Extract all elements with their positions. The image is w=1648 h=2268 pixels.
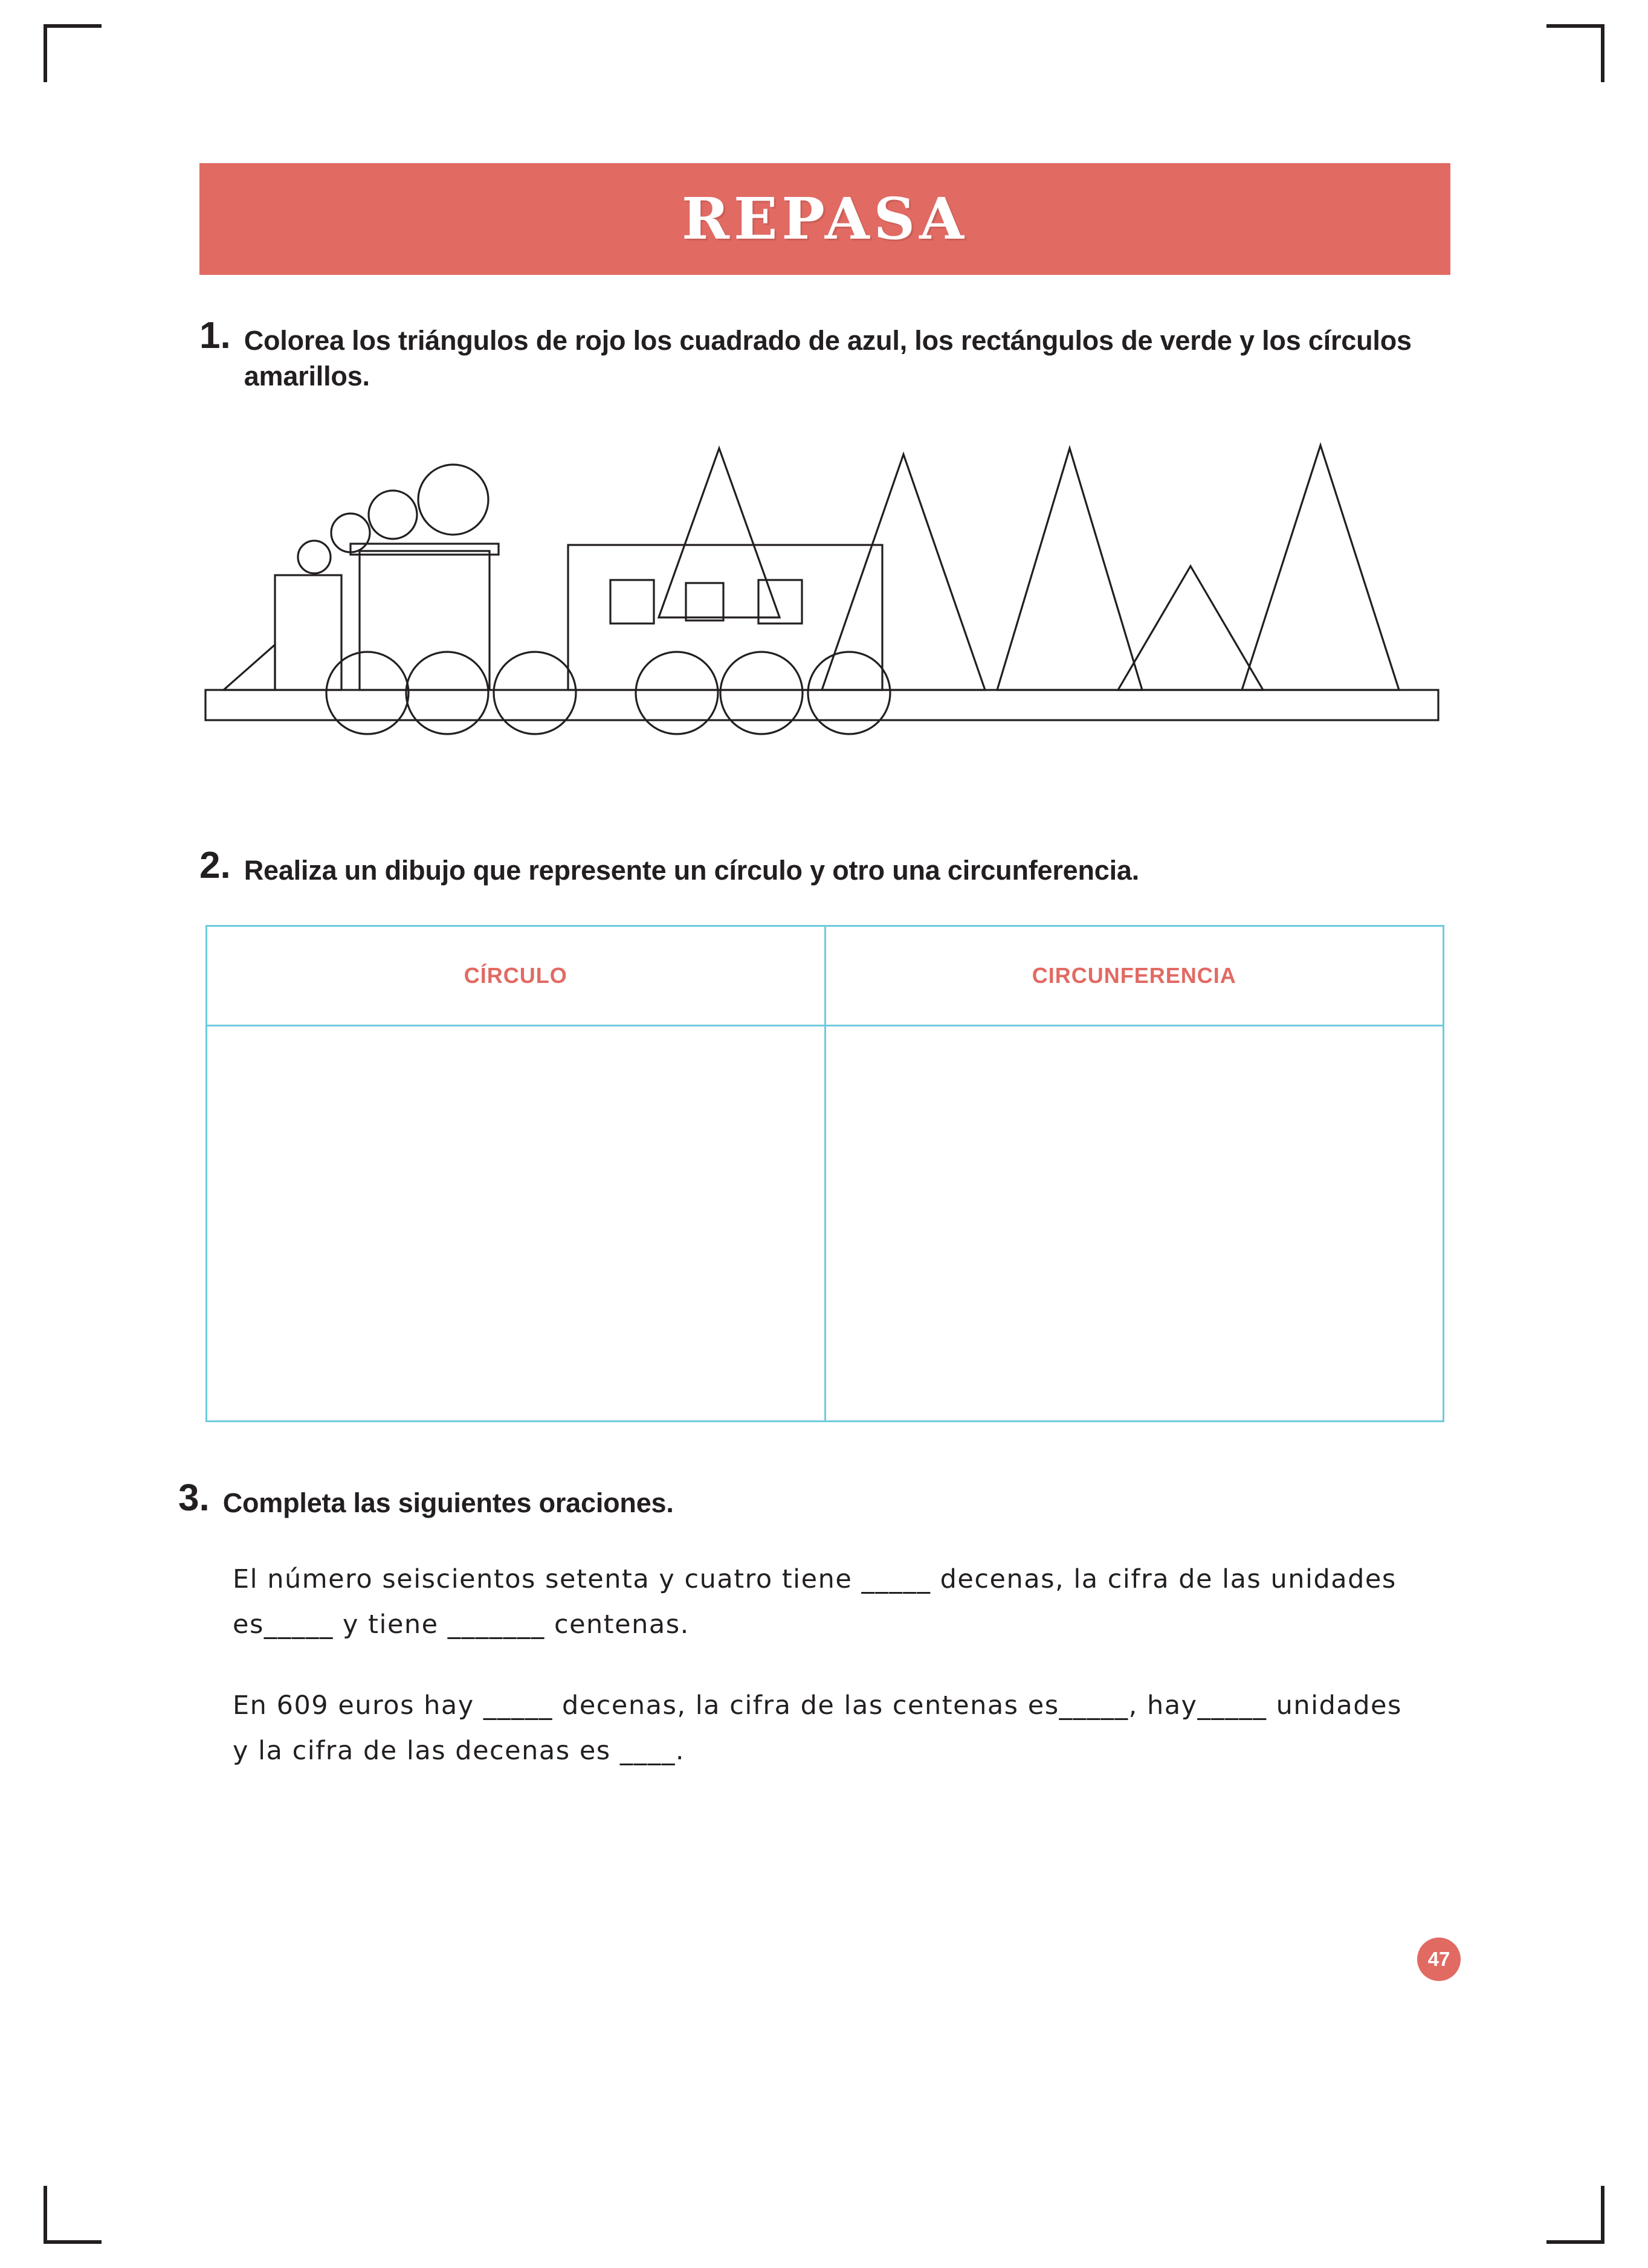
exercise-3-heading xyxy=(178,1477,1450,1521)
drawing-area-circunferencia[interactable] xyxy=(825,1025,1444,1421)
page-number-badge: 47 xyxy=(1417,1938,1461,1981)
exercise-3-instruction: Completa las siguientes oraciones. xyxy=(222,1487,674,1518)
drawing-area-circulo[interactable] xyxy=(207,1025,826,1421)
exercise-2-heading xyxy=(199,847,1450,889)
table-header-circunferencia: CIRCUNFERENCIA xyxy=(825,926,1444,1025)
crop-mark-bottom-left xyxy=(44,2186,102,2244)
exercise-1-instruction: Colorea los triángulos de rojo los cuadrado de azul, los rectángulos de verde y los círculos amarillos. xyxy=(244,325,1412,391)
table-answer-row xyxy=(207,1025,1444,1421)
exercise-2-number: 2. xyxy=(199,845,231,886)
table-header-row xyxy=(207,926,1444,1025)
table-header-circulo: CÍRCULO xyxy=(207,926,826,1025)
crop-mark-top-left xyxy=(44,24,102,82)
page-title: REPASA xyxy=(682,185,968,253)
worksheet-page xyxy=(178,163,1450,1809)
exercise-3-sentences xyxy=(233,1557,1417,1774)
exercise-1-number: 1. xyxy=(199,315,231,356)
exercise-1-heading xyxy=(199,317,1450,394)
crop-mark-top-right xyxy=(1546,24,1604,82)
circle-circumference-table xyxy=(205,925,1444,1422)
train-illustration xyxy=(199,436,1450,765)
exercise-2-instruction: Realiza un dibujo que represente un círculo y otro una circunferencia. xyxy=(244,855,1140,886)
crop-mark-bottom-right xyxy=(1546,2186,1604,2244)
exercise-3-number: 3. xyxy=(178,1477,210,1519)
sentence-1[interactable]: El número seiscientos setenta y cuatro tiene _____ decenas, la cifra de las unidades es_____ y tiene _______ centenas. xyxy=(233,1564,1397,1640)
sentence-2[interactable]: En 609 euros hay _____ decenas, la cifra de las centenas es_____, hay_____ unidades y la cifra de las decenas es ____. xyxy=(233,1690,1402,1766)
page-banner xyxy=(199,163,1450,275)
